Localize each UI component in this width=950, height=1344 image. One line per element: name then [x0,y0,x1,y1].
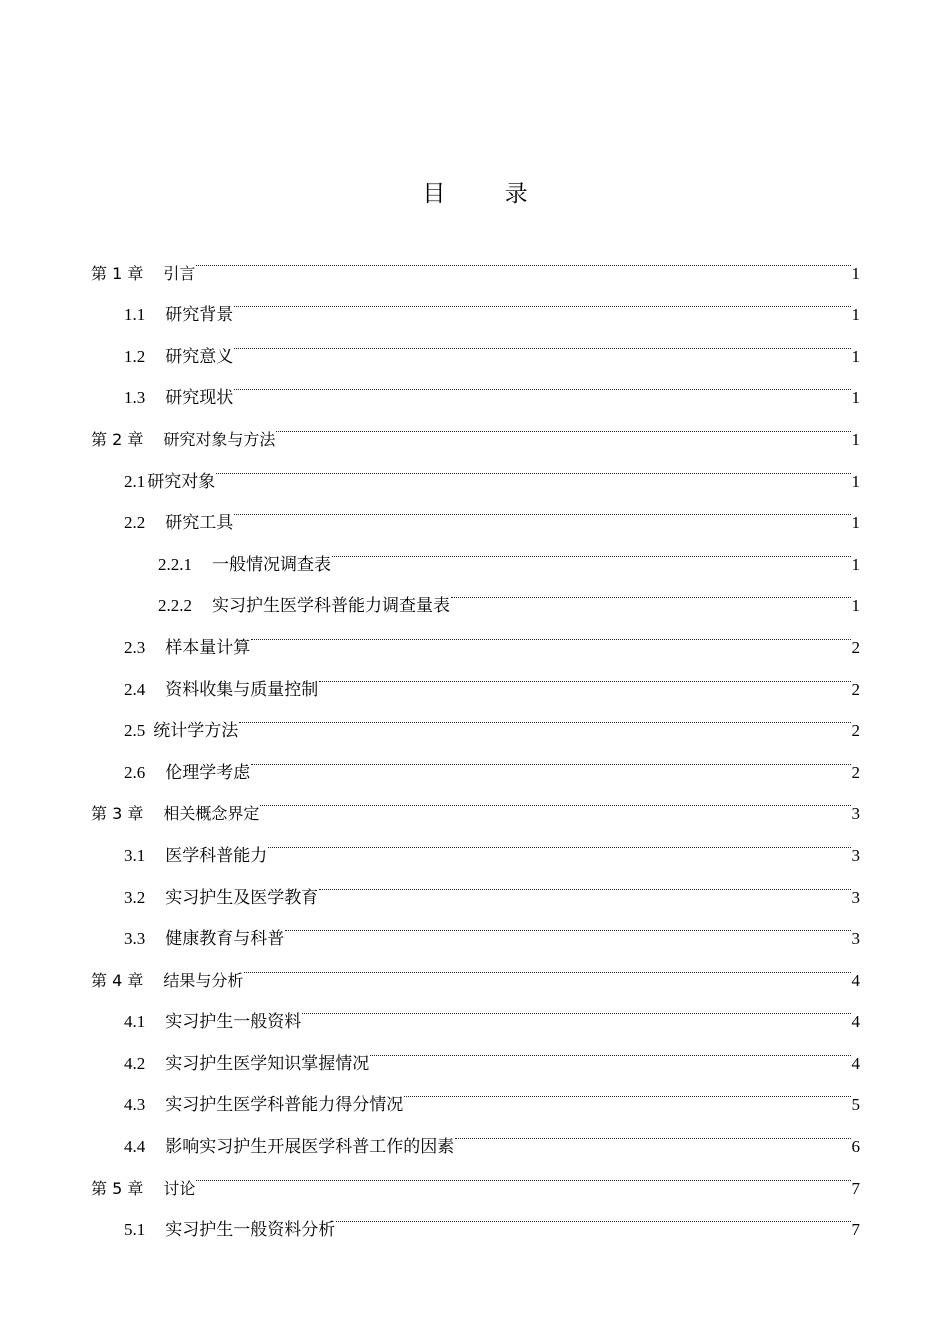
toc-entry-title: 讨论 [163,1178,196,1198]
toc-entry-title: 统计学方法 [153,721,239,741]
toc-leader-dots [404,1069,850,1111]
toc-leader-dots [455,1110,850,1152]
toc-entry-title: 实习护生医学知识掌握情况 [165,1053,370,1073]
toc-leader-dots [196,237,850,279]
toc-entry-title: 引言 [163,263,196,283]
toc-entry-title: 伦理学考虑 [165,762,251,782]
toc-leader-dots [234,487,850,529]
toc-entry-page: 7 [851,1220,860,1240]
toc-entry-title: 实习护生一般资料 [165,1012,302,1032]
toc-leader-dots [196,1152,850,1194]
toc-entry-page: 4 [851,970,860,990]
toc-entry-page: 1 [851,513,860,533]
toc-leader-dots [319,861,850,903]
toc-entry-number: 3.2 [124,887,146,907]
toc-entry-page: 7 [851,1178,860,1198]
toc-entry-page: 3 [851,929,860,949]
toc-entry-page: 1 [851,263,860,283]
toc-entry-number: 4.1 [124,1012,146,1032]
toc-entry-title: 相关概念界定 [163,804,260,824]
toc-entry-number: 第 4 章 [91,970,144,990]
toc-entry-page: 2 [851,762,860,782]
toc-entry-page: 1 [851,554,860,574]
toc-entry-title: 健康教育与科普 [165,929,285,949]
toc-entry-page: 4 [851,1012,860,1032]
toc-leader-dots [336,1194,850,1236]
toc-leader-dots [276,403,850,445]
toc-entry-number: 4.2 [124,1053,146,1073]
toc-leader-dots [234,279,850,321]
toc-entry-number: 1.2 [124,346,146,366]
toc-leader-dots [332,528,851,570]
toc-entry-title: 实习护生医学科普能力调查量表 [212,596,450,616]
toc-entry-chapter-5[interactable] [91,1152,860,1198]
toc-leader-dots [251,611,850,653]
toc-entry-title: 研究背景 [165,305,234,325]
toc-entry-title: 研究工具 [165,513,234,533]
toc-entry-page: 3 [851,845,860,865]
toc-entry-number: 1.1 [124,305,146,325]
toc-entry-number: 2.2.2 [158,596,192,616]
toc-leader-dots [268,819,850,861]
toc-entry-title: 一般情况调查表 [212,554,331,574]
toc-entry-page: 1 [851,388,860,408]
toc-entry-number: 第 5 章 [91,1178,144,1198]
toc-leader-dots [319,653,850,695]
toc-entry-title: 实习护生医学科普能力得分情况 [165,1095,404,1115]
toc-entry-title: 研究对象 [147,471,216,491]
toc-entry-page: 2 [851,679,860,699]
toc-entry-title: 研究意义 [165,346,234,366]
toc-entry-5-1[interactable] [91,1194,860,1240]
toc-leader-dots [451,570,851,612]
toc-entry-page: 6 [851,1137,860,1157]
toc-title: 目 录 [422,181,554,207]
toc-entry-number: 2.2 [124,513,146,533]
toc-entry-page: 4 [851,1053,860,1073]
toc-list [91,237,860,1240]
toc-entry-number: 第 2 章 [91,429,144,449]
toc-entry-number: 2.6 [124,762,146,782]
toc-leader-dots [251,736,850,778]
toc-entry-number: 第 3 章 [91,804,144,824]
toc-entry-number: 3.3 [124,929,146,949]
toc-entry-page: 3 [851,804,860,824]
toc-entry-number: 2.1 [124,471,146,491]
toc-entry-title: 研究对象与方法 [163,429,276,449]
toc-leader-dots [302,986,850,1028]
toc-entry-title: 资料收集与质量控制 [165,679,319,699]
toc-leader-dots [239,695,850,737]
toc-entry-page: 2 [851,637,860,657]
toc-entry-title: 研究现状 [165,388,234,408]
toc-leader-dots [285,903,850,945]
toc-entry-number: 5.1 [124,1220,146,1240]
toc-entry-page: 1 [851,346,860,366]
toc-entry-page: 1 [851,429,860,449]
toc-entry-number: 2.2.1 [158,554,192,574]
toc-entry-page: 2 [851,721,860,741]
toc-entry-page: 3 [851,887,860,907]
toc-entry-title: 医学科普能力 [165,845,268,865]
toc-entry-1-1[interactable] [91,279,860,325]
toc-entry-number: 3.1 [124,845,146,865]
toc-entry-chapter-1[interactable] [91,237,860,283]
toc-entry-page: 1 [851,596,860,616]
toc-entry-number: 第 1 章 [91,263,144,283]
toc-entry-page: 1 [851,305,860,325]
toc-leader-dots [234,362,850,404]
toc-entry-number: 2.5 [124,721,146,741]
toc-leader-dots [260,778,850,820]
toc-entry-title: 实习护生及医学教育 [165,887,319,907]
toc-entry-number: 2.3 [124,637,146,657]
toc-entry-page: 5 [851,1095,860,1115]
toc-entry-page: 1 [851,471,860,491]
toc-leader-dots [216,445,850,487]
toc-entry-number: 4.4 [124,1137,146,1157]
toc-entry-title: 结果与分析 [163,970,244,990]
toc-entry-number: 2.4 [124,679,146,699]
toc-leader-dots [244,944,850,986]
toc-leader-dots [234,320,850,362]
toc-leader-dots [370,1027,850,1069]
toc-entry-title: 样本量计算 [165,637,251,657]
toc-entry-number: 4.3 [124,1095,146,1115]
toc-entry-title: 影响实习护生开展医学科普工作的因素 [165,1137,455,1157]
toc-entry-number: 1.3 [124,388,146,408]
toc-entry-title: 实习护生一般资料分析 [165,1220,336,1240]
